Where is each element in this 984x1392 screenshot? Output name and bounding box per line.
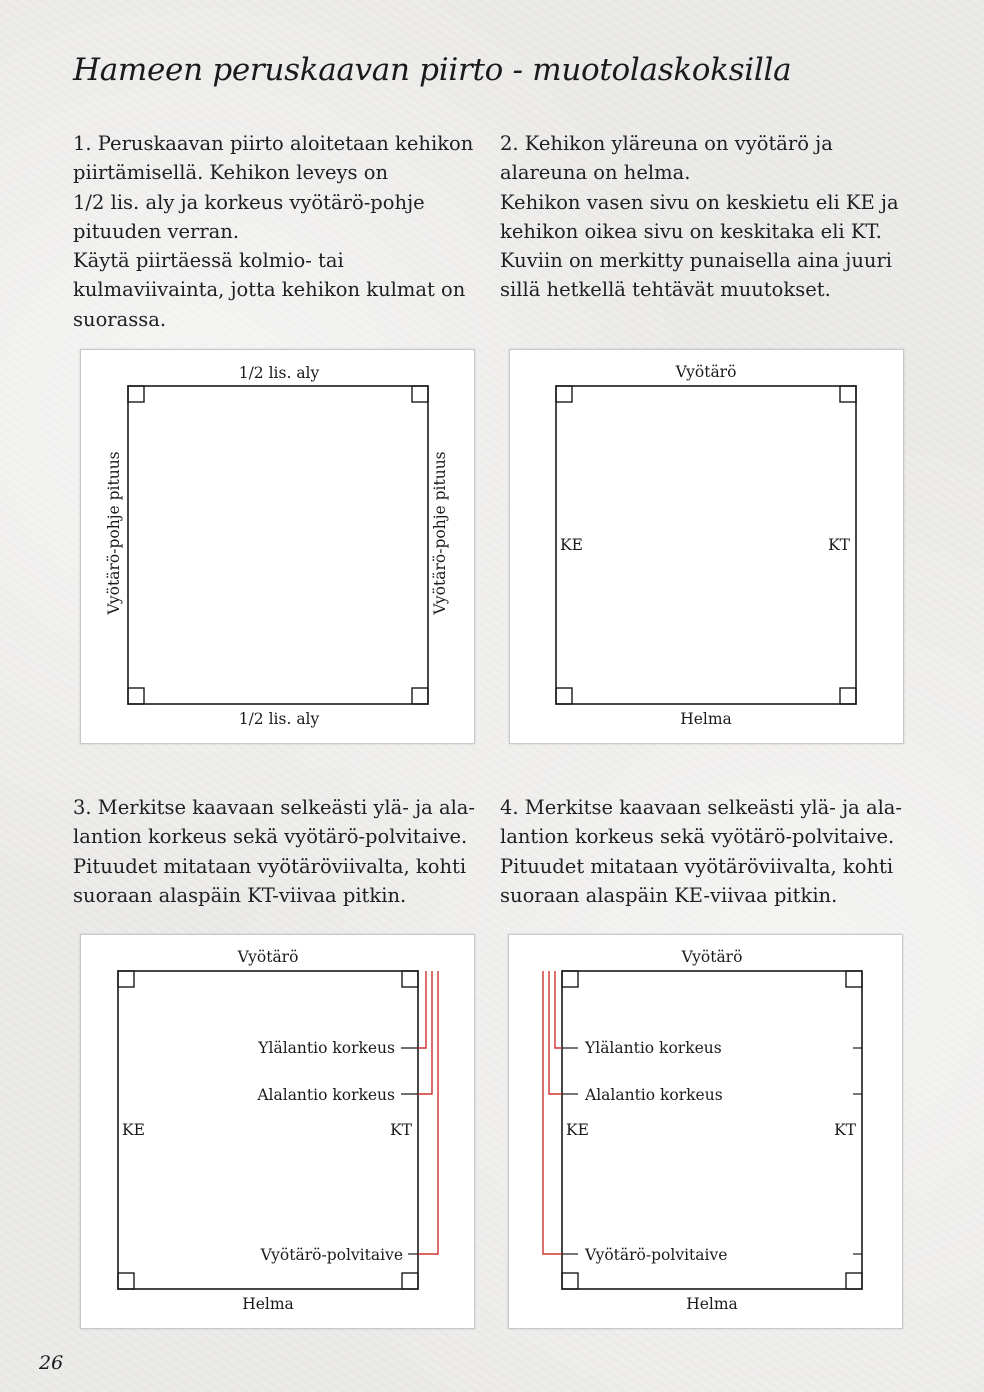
waist-label: Vyötärö <box>237 948 299 966</box>
right-angle-mark <box>846 971 862 987</box>
text-line: piirtämisellä. Kehikon leveys on <box>73 161 389 185</box>
right-angle-mark <box>118 971 134 987</box>
text-line: suoraan alaspäin KE-viivaa pitkin. <box>500 883 838 907</box>
figure-measure-kt <box>80 934 475 1329</box>
center-front-label: KE <box>566 1121 589 1139</box>
hem-label: Helma <box>242 1295 294 1313</box>
frame-left-label: Vyötärö-pohje pituus <box>105 451 123 615</box>
right-angle-mark <box>402 1273 418 1289</box>
frame-rect <box>128 386 428 704</box>
frame-right-label: Vyötärö-pohje pituus <box>431 451 449 615</box>
text-line: 4. Merkitse kaavaan selkeästi ylä- ja ala- <box>500 796 903 819</box>
step-3-text <box>73 793 483 910</box>
text-line: suoraan alaspäin KT-viivaa pitkin. <box>73 883 407 907</box>
frame-diagram <box>509 935 902 1328</box>
upper-hip-measure-line <box>555 971 562 1048</box>
right-angle-mark <box>118 1273 134 1289</box>
text-line: Pituudet mitataan vyötäröviivalta, kohti <box>73 854 467 878</box>
frame-diagram <box>81 935 474 1328</box>
text-line: suorassa. <box>73 307 167 331</box>
text-line: Käytä piirtäessä kolmio- tai <box>73 249 344 273</box>
text-line: 1/2 lis. aly ja korkeus vyötärö-pohje <box>73 190 425 214</box>
knee-length-label: Vyötärö-polvitaive <box>585 1246 728 1264</box>
text-line: pituuden verran. <box>73 219 240 243</box>
mark-ticks <box>401 1048 418 1254</box>
right-angle-mark <box>562 1273 578 1289</box>
figure-measure-ke <box>508 934 903 1329</box>
right-angle-mark <box>412 386 428 402</box>
step-1-text <box>73 129 483 334</box>
frame-rect <box>118 971 418 1289</box>
knee-length-label: Vyötärö-polvitaive <box>260 1246 403 1264</box>
center-back-label: KT <box>828 536 850 554</box>
text-line: 1. Peruskaavan piirto aloitetaan kehikon <box>73 132 474 155</box>
measure-lines <box>543 971 562 1254</box>
frame-rect <box>556 386 856 704</box>
center-front-label: KE <box>560 536 583 554</box>
text-line: 2. Kehikon yläreuna on vyötärö ja <box>500 132 833 155</box>
knee-length-measure-line <box>543 971 562 1254</box>
upper-hip-label: Ylälantio korkeus <box>585 1039 722 1057</box>
text-line: 3. Merkitse kaavaan selkeästi ylä- ja ala- <box>73 796 476 819</box>
upper-hip-measure-line <box>418 971 426 1048</box>
waist-label: Vyötärö <box>675 363 737 381</box>
figure-frame-sides <box>509 349 904 744</box>
knee-length-measure-line <box>418 971 438 1254</box>
page-number: 26 <box>39 1352 64 1374</box>
frame-diagram <box>510 350 903 743</box>
text-line: Pituudet mitataan vyötäröviivalta, kohti <box>500 854 894 878</box>
center-back-label: KT <box>390 1121 412 1139</box>
right-angle-mark <box>562 971 578 987</box>
waist-label: Vyötärö <box>681 948 743 966</box>
lower-hip-measure-line <box>418 971 432 1094</box>
text-line: lantion korkeus sekä vyötärö-polvitaive. <box>500 825 895 849</box>
right-angle-mark <box>556 688 572 704</box>
lower-hip-label: Alalantio korkeus <box>257 1086 395 1104</box>
right-angle-mark <box>128 386 144 402</box>
frame-diagram <box>81 350 474 743</box>
right-angle-mark <box>128 688 144 704</box>
page-title: Hameen peruskaavan piirto - muotolaskoksilla <box>73 52 792 88</box>
right-angle-mark <box>840 688 856 704</box>
upper-hip-label: Ylälantio korkeus <box>258 1039 395 1057</box>
center-front-label: KE <box>122 1121 145 1139</box>
hem-label: Helma <box>680 710 732 728</box>
right-angle-mark <box>840 386 856 402</box>
right-angle-mark <box>846 1273 862 1289</box>
text-line: Kehikon vasen sivu on keskietu eli KE ja <box>500 190 899 214</box>
measure-lines <box>418 971 438 1254</box>
frame-bottom-label: 1/2 lis. aly <box>238 710 320 728</box>
step-4-text <box>500 793 910 910</box>
center-back-label: KT <box>834 1121 856 1139</box>
mark-ticks <box>562 1048 862 1254</box>
step-2-text <box>500 129 910 305</box>
frame-top-label: 1/2 lis. aly <box>238 364 320 382</box>
text-line: lantion korkeus sekä vyötärö-polvitaive. <box>73 825 468 849</box>
right-angle-mark <box>402 971 418 987</box>
text-line: alareuna on helma. <box>500 161 691 185</box>
figure-frame-dimensions <box>80 349 475 744</box>
frame-rect <box>562 971 862 1289</box>
hem-label: Helma <box>686 1295 738 1313</box>
text-line: kulmaviivainta, jotta kehikon kulmat on <box>73 278 466 302</box>
right-angle-mark <box>556 386 572 402</box>
right-angle-mark <box>412 688 428 704</box>
text-line: kehikon oikea sivu on keskitaka eli KT. <box>500 219 882 243</box>
lower-hip-label: Alalantio korkeus <box>585 1086 723 1104</box>
text-line: sillä hetkellä tehtävät muutokset. <box>500 278 831 302</box>
text-line: Kuviin on merkitty punaisella aina juuri <box>500 249 893 273</box>
